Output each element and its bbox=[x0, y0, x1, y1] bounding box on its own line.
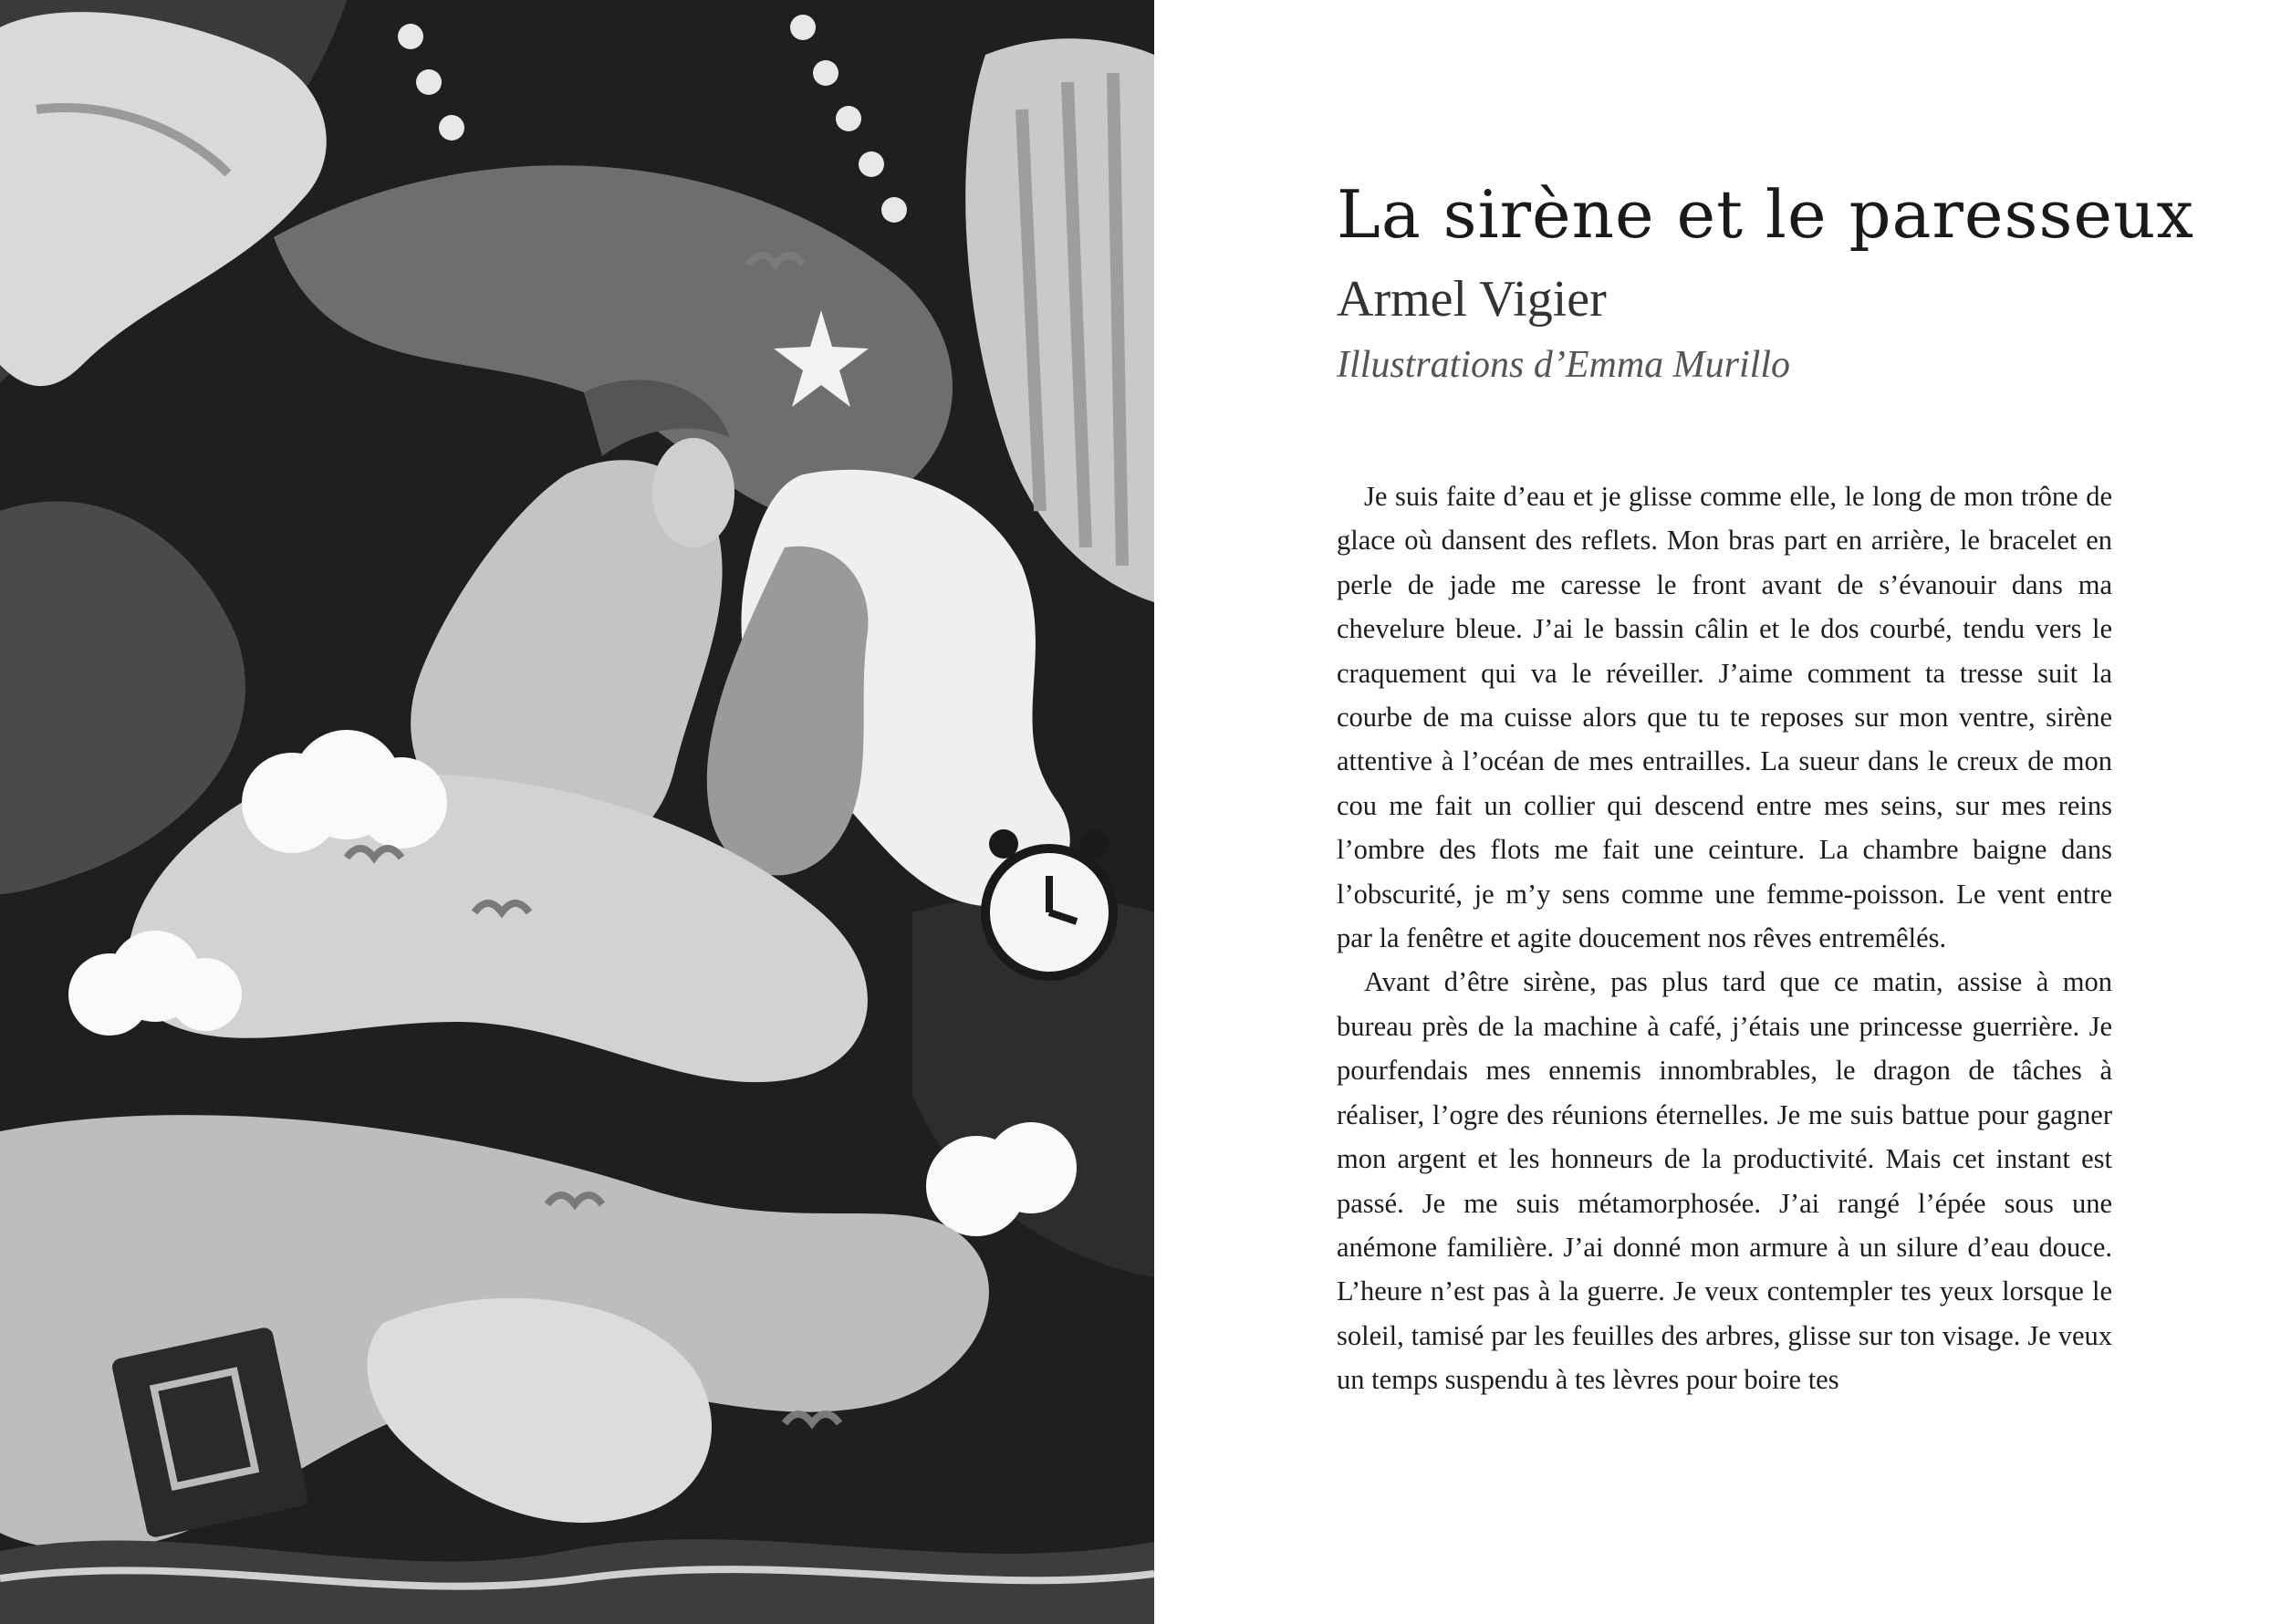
paragraph: Je suis faite d’eau et je glisse comme elle, le long de mon trône de glace où dansent des reflets. Mon bras part en arrière, le bracelet en perle de jade me caresse le front avant de s’évanouir dans ma chevelure bleue. J’ai le bassin câlin et le dos courbé, tendu vers le craquement qui va le réveiller. J’aime comment ta tresse suit la courbe de ma cuisse alors que tu te reposes sur mon ventre, sirène attentive à l’océan de mes entrailles. La sueur dans le creux de mon cou me fait un collier qui descend entre mes seins, sur mes reins l’ombre des flots me fait une ceinture. La chambre baigne dans l’obscurité, je m’y sens comme une femme-poisson. Le vent entre par la fenêtre et agite doucement nos rêves entremêlés. bbox=[1337, 481, 2112, 954]
story-author: Armel Vigier bbox=[1337, 271, 1607, 328]
alarm-clock-icon bbox=[985, 829, 1113, 976]
story-illustrator: Illustrations d’Emma Murillo bbox=[1337, 344, 1791, 386]
paragraph: Avant d’être sirène, pas plus tard que ce matin, assise à mon bureau près de la machine à café, j’étais une princesse guerrière. Je pourfendais mes ennemis innombrables, le dragon de tâches à réaliser, l’ogre des réunions éternelles. Je me suis battue pour gagner mon argent et les honneurs de la productivité. Mais cet instant est passé. Je me suis métamorphosée. J’ai rangé l’épée sous une anémone familière. J’ai donné mon armure à un silure d’eau douce. L’heure n’est pas à la guerre. Je veux contempler tes yeux lorsque le soleil, tamisé par les feuilles des arbres, glisse sur ton visage. Je veux un temps suspendu à tes lèvres pour boire tes bbox=[1337, 966, 2112, 1396]
story-body bbox=[1337, 474, 2112, 1402]
text-page bbox=[1154, 0, 2281, 1624]
mermaid-head bbox=[652, 438, 734, 547]
story-title: La sirène et le paresseux bbox=[1337, 176, 2194, 253]
